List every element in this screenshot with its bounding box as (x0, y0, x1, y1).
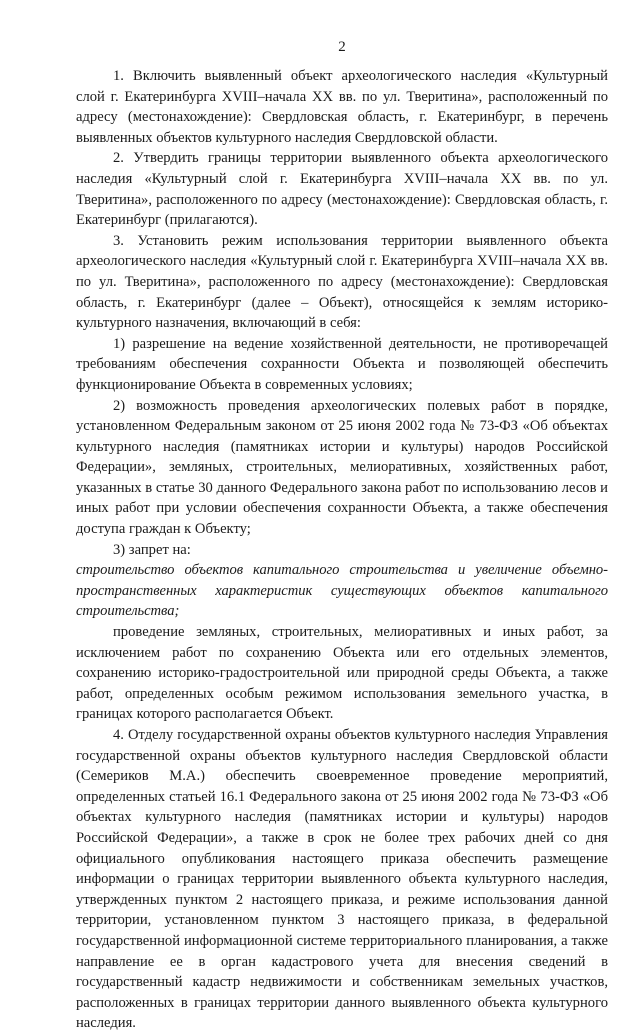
document-page (76, 38, 608, 1034)
paragraph-item-3: 3. Установить режим использования территории выявленного объекта археологического наследия «Культурный слой г. Екатеринбурга XVIII–начала XX вв. по ул. Тверитина», расположенного по адресу (местонахождение): Свердловская область, г. Екатеринбург (далее – Объект), относящейся к землям историко-культурного назначения, включающий в себя: (76, 232, 608, 332)
paragraph-item-2: 2. Утвердить границы территории выявленного объекта археологического наследия «Культурный слой г. Екатеринбурга XVIII–начала XX вв. по ул. Тверитина», расположенного по адресу (местонахождение): Свердловская область, г. Екатеринбург (прилагаются). (76, 150, 608, 229)
paragraph-subitem-1: 1) разрешение на ведение хозяйственной деятельности, не противоречащей требованиям обеспечения сохранности Объекта и позволяющей обеспечить функционирование Объекта в современных условиях; (76, 335, 608, 393)
prohibition-construction: строительство объектов капитального строительства и увеличение объемно-пространственных характеристик существующих объектов капитального строительства; (76, 562, 608, 620)
prohibition-works: проведение земляных, строительных, мелиоративных и иных работ, за исключением работ по сохранению Объекта или его отдельных элементов, сохранению историко-градостроительной или природной среды Объекта, а также работ, определенных особым режимом использования земельного участка, в границах которого располагается Объект. (76, 624, 608, 723)
paragraph-item-4: 4. Отделу государственной охраны объектов культурного наследия Управления государственной охраны объектов культурного наследия Свердловской области (Семериков М.А.) обеспечить своевременное проведение мероприятий, определенных статьей 16.1 Федерального закона от 25 июня 2002 года № 73-ФЗ «Об объектах культурного наследия (памятниках истории и культуры) народов Российской Федерации», а также в срок не более трех рабочих дней со дня официального опубликования настоящего приказа обеспечить размещение информации о границах территории выявленного объекта культурного наследия, утвержденных пунктом 2 настоящего приказа, и режиме использования данной территории, установленном пунктом 3 настоящего приказа, в федеральной государственной информационной системе территориального планирования, а также направление ее в орган кадастрового учета для внесения сведений в государственный кадастр недвижимости и собственникам земельных участков, расположенных в границах территории данного выявленного объекта культурного наследия. (76, 727, 608, 1032)
paragraph-item-1: 1. Включить выявленный объект археологического наследия «Культурный слой г. Екатеринбурга XVIII–начала XX вв. по ул. Тверитина», расположенный по адресу (местонахождение): Свердловская область, г. Екатеринбург, в перечень выявленных объектов культурного наследия Свердловской области. (76, 68, 608, 146)
page-number: 2 (338, 39, 346, 55)
paragraph-subitem-2: 2) возможность проведения археологических полевых работ в порядке, установленном Федеральным законом от 25 июня 2002 года № 73-ФЗ «Об объектах культурного наследия (памятниках истории и культуры) народов Российской Федерации», земляных, строительных, мелиоративных, хозяйственных работ, указанных в статье 30 данного Федерального закона работ по использованию лесов и иных работ при условии обеспечения сохранности Объекта, а также обеспечения доступа граждан к Объекту; (76, 397, 608, 538)
paragraph-subitem-3: 3) запрет на: (113, 541, 191, 558)
